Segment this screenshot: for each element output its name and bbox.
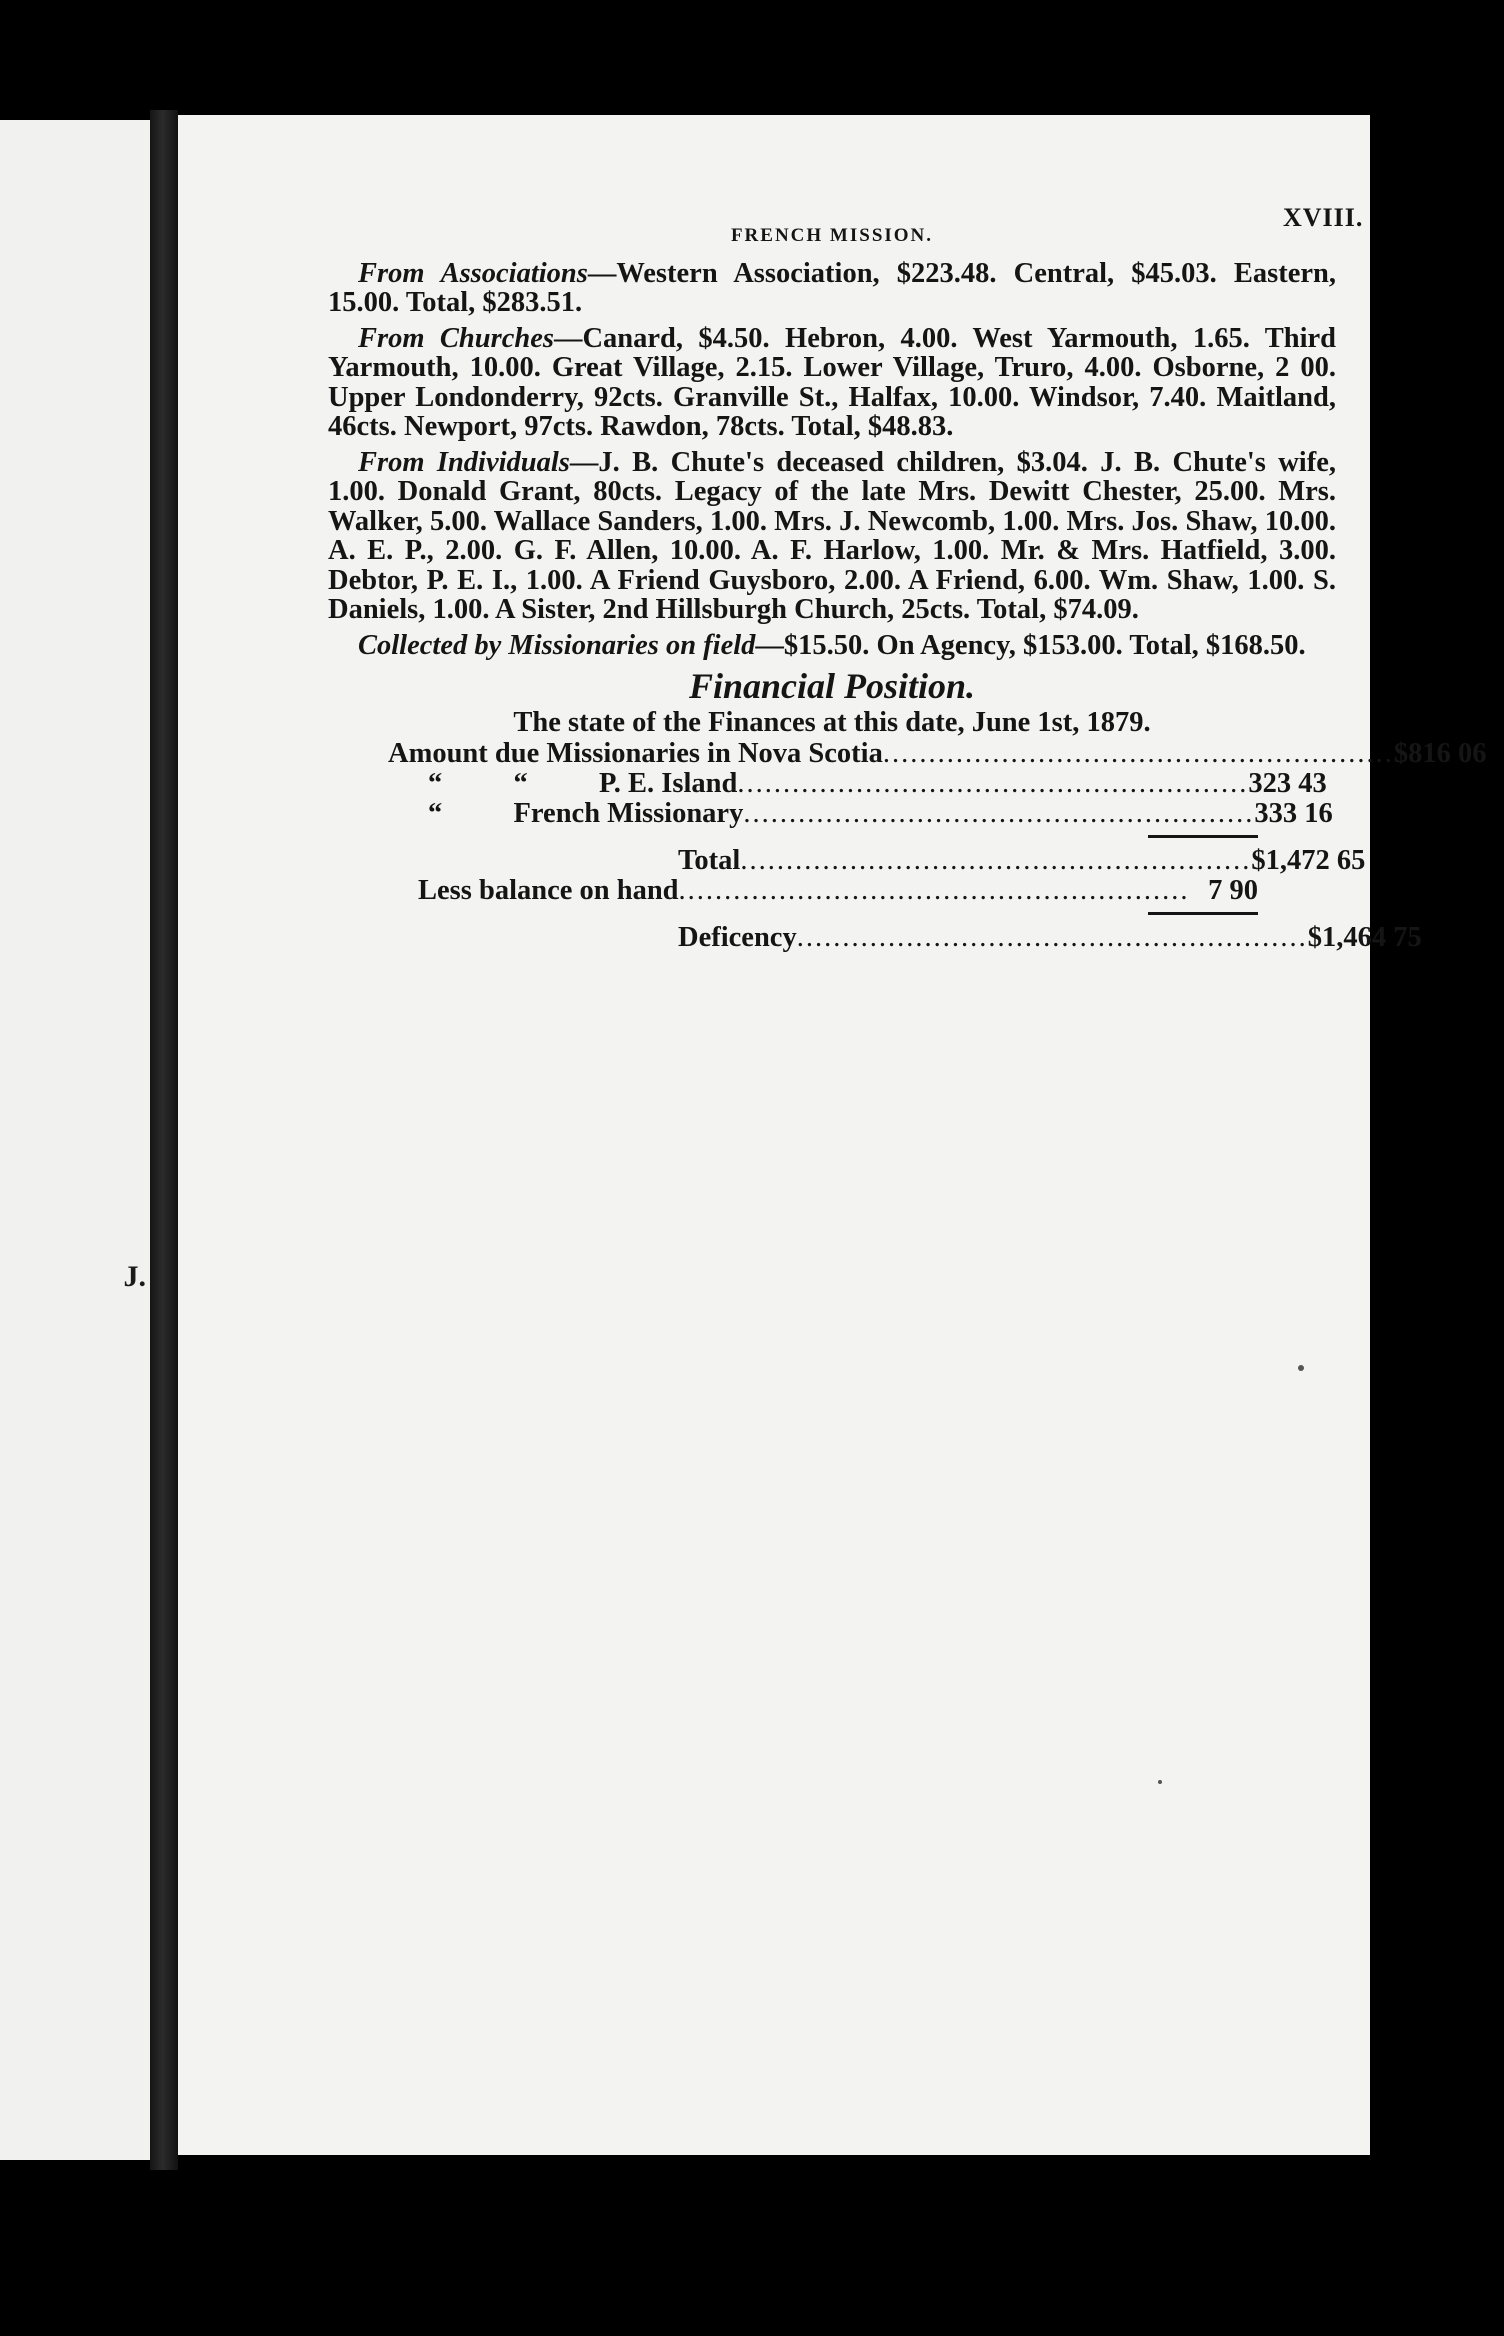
total-row xyxy=(388,845,1366,876)
paper-speck xyxy=(1298,1365,1304,1371)
row-label: “ French Missionary xyxy=(428,798,744,829)
page-content xyxy=(328,195,1487,953)
previous-page-edge xyxy=(0,120,160,2160)
page-number: XVIII. xyxy=(1283,203,1364,232)
leader-dots: ........................................................ xyxy=(882,738,1394,769)
entry-associations xyxy=(328,259,1336,318)
paper-speck xyxy=(1158,1780,1162,1784)
entry-text: —J. B. Chute's deceased children, $3.04. J. B. Chute's wife, 1.00. Donald Grant, 80cts. Legacy of the late Mrs. Dewitt Chester, 25.00. Mrs. Walker, 5.00. Wallace Sanders, 1.00. Mrs. J. Newcomb, 1.00. Mrs. Jos. Shaw, 10.00. A. E. P., 2.00. G. F. Allen, 10.00. A. F. Harlow, 1.00. Mr. & Mrs. Hatfield, 3.00. Debtor, P. E. I., 1.00. A Friend Guysboro, 2.00. A Friend, 6.00. Wm. Shaw, 1.00. S. Daniels, 1.00. A Sister, 2nd Hillsburgh Church, 25cts. Total, $74.09. xyxy=(328,446,1336,625)
table-row xyxy=(388,798,1333,829)
entry-missionaries xyxy=(328,631,1336,661)
leader-dots: ........................................................ xyxy=(743,798,1255,829)
page-fragment: J. xyxy=(123,1260,146,1293)
row-amount: 323 43 xyxy=(1248,768,1327,799)
deficiency-amount: $1,464 75 xyxy=(1307,922,1422,953)
sum-rule xyxy=(1148,835,1258,838)
financial-intro: The state of the Finances at this date, June 1st, 1879. xyxy=(513,706,1151,738)
leader-dots: ........................................................ xyxy=(678,875,1190,906)
entry-text: —Western Association, $223.48. Central, $45.03. Eastern, 15.00. Total, $283.51. xyxy=(328,257,1336,318)
less-amount: 7 90 xyxy=(1208,875,1258,906)
less-label: Less balance on hand xyxy=(418,875,679,906)
total-amount: $1,472 65 xyxy=(1251,845,1366,876)
section-heading: FRENCH MISSION. xyxy=(730,225,934,246)
book-gutter xyxy=(150,110,178,2170)
less-row xyxy=(388,876,1258,906)
entry-lead: From Associations xyxy=(358,257,588,289)
leader-dots: ........................................................ xyxy=(737,768,1249,799)
entry-individuals xyxy=(328,448,1336,625)
entry-text: —$15.50. On Agency, $153.00. Total, $168.50. xyxy=(755,629,1306,661)
entry-lead: Collected by Missionaries on field xyxy=(358,629,756,661)
entry-lead: From Churches xyxy=(358,322,554,354)
deficiency-row xyxy=(388,922,1422,953)
row-amount: 333 16 xyxy=(1254,798,1333,829)
entry-lead: From Individuals xyxy=(358,446,570,478)
total-label: Total xyxy=(678,845,741,876)
leader-dots: ........................................................ xyxy=(796,922,1308,953)
page xyxy=(178,115,1487,2155)
entry-churches xyxy=(328,324,1336,442)
row-label: “ “ P. E. Island xyxy=(428,768,738,799)
row-amount: $816 06 xyxy=(1393,738,1487,769)
row-label: Amount due Missionaries in Nova Scotia xyxy=(388,738,883,769)
financial-table xyxy=(388,738,1487,953)
table-row xyxy=(388,738,1487,769)
financial-title: Financial Position. xyxy=(688,666,976,706)
deficiency-label: Deficency xyxy=(678,922,797,953)
sum-rule xyxy=(1148,912,1258,915)
table-row xyxy=(388,768,1327,799)
leader-dots: ........................................................ xyxy=(740,845,1252,876)
entry-text: —Canard, $4.50. Hebron, 4.00. West Yarmouth, 1.65. Third Yarmouth, 10.00. Great Village, 2.15. Lower Village, Truro, 4.00. Osborne, 2 00. Upper Londonderry, 92cts. Granville St., Halfax, 10.00. Windsor, 7.40. Maitland, 46cts. Newport, 97cts. Rawdon, 78cts. Total, $48.83. xyxy=(328,322,1336,442)
